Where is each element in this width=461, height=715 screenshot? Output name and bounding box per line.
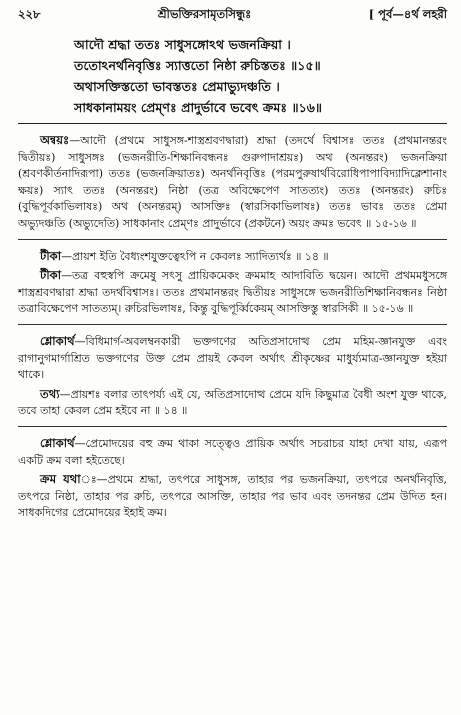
anvaya-text: —আদৌ (প্রথমে সাধুসঙ্গ-শাস্ত্রশ্রবণদ্বারা) শ্রদ্ধা (তদর্থে বিশ্বাসঃ ততঃ (প্রথমানন্তরং দ্বিতীয়ঃ) সাধুসঙ্গঃ (ভজনরীতি-শিক্ষানিবন্ধনঃ গুরুপাদাশ্রয়ঃ) অথ (অনন্তরং) ভজনক্রিয়া (শ্রবণকীর্তনাদিরূপা) ততঃ (ভজনক্রিয়াতঃ) অনর্থনিবৃত্তিঃ (পরমপুরুষার্থবিরোধিপাপাবিদ্যাদিক্লেশানাং ক্ষয়ঃ) স্যাৎ ততঃ (অনন্তরং) নিষ্ঠা (তত্র অবিক্ষেপেণ সাতত্যং) ততঃ (অনন্তরং) রুচিঃ (বুদ্ধিপূর্বকাভিলাষঃ) অথ (অনন্তরম্) আসক্তিঃ (স্বারসিকাভিলাষঃ) ততঃ ভাবঃ ততঃ প্রেমা অভ্যুদঞ্চতি (অভ্যুদেতি) সাধকানাং প্রেম্ণঃ প্রাদুর্ভাবে (প্রকটনে) অয়ং ক্রমঃ ভবেৎ ॥ ১৫-১৬ ॥	[18, 134, 447, 230]
tika-label: টীকা	[40, 248, 62, 263]
tathya-text: —প্রায়শঃ বলার তাৎপর্য্য এই যে, অতিপ্রসাদোত্থ প্রেমে যদি কিছুমাত্র বৈধী অংশ যুক্ত থাকে, তবে তাহা কেবল প্রেম হইবে না ॥ ১৪ ॥	[18, 387, 447, 418]
book-title: শ্রীভক্তিরসামৃতসিন্ধুঃ	[157, 7, 252, 21]
shlokartha-text: —বিধিমার্গ-অবলম্বনকারী ভক্তগণের অতিপ্রসাদোত্থ প্রেম মহিম-জ্ঞানযুক্ত এবং রাগানুগমার্গাশ্রিত ভক্তগণের উক্ত প্রেম প্রায়ই কেবল অর্থাৎ শ্রীকৃষ্ণের মাধুর্য্যমাত্র-জ্ঞানযুক্ত হইয়া থাকে।	[18, 334, 447, 382]
tika-paragraph-2	[18, 267, 447, 318]
divider	[18, 324, 447, 325]
tika-text: —তত্র বহুস্বপি ক্রমেষু সৎসু প্রায়িকমেকং ক্রমমাহ আদাবিতি দ্বয়েন। আদৌ প্রথমমধুসঙ্গে শাস্ত্রশ্রবণদ্বারা শ্রদ্ধা তদর্থবিশ্বাসঃ। ততঃ প্রথমানন্তরং দ্বিতীয়ঃ সাধুসঙ্গে ভজনরীতিশিক্ষানিবন্ধনঃ নিষ্ঠা তত্রাবিক্ষেপেণ সাতত্যম্। রুচিরভিলাষঃ, কিন্তু বুদ্ধিপূর্ব্বিকেয়ম্ আসক্তিস্তু স্বারসিকী ॥ ১৫-১৬ ॥	[18, 269, 447, 316]
page-number: ২২৮	[18, 7, 41, 21]
tika-paragraph-1	[18, 248, 447, 266]
krama-label: ক্রম যথা	[40, 472, 81, 487]
anvaya-paragraph	[18, 132, 447, 233]
tika-label: টীকা	[40, 268, 62, 283]
shlokartha-paragraph-1	[18, 333, 447, 384]
krama-paragraph	[18, 471, 447, 522]
divider	[18, 426, 447, 427]
shlokartha-text: —প্রেমোদয়ের বহু ক্রম থাকা সত্ত্বেও প্রায়িক অর্থাৎ সচরাচর যাহা দেখা যায়, এরূপ একটি ক্রম বলা হইতেছে।	[18, 436, 447, 467]
divider	[18, 123, 447, 124]
krama-text: ঃ—প্রথমে শ্রদ্ধা, তৎপরে সাধুসঙ্গ, তাহার পর ভজনক্রিয়া, তৎপরে অনর্থনিবৃত্তি, তৎপরে নিষ্ঠা, তাহার পর রুচি, তৎপরে আসক্তি, তাহার পর ভাব এবং তদনন্তর প্রেম উদিত হন। সাধকদিগের প্রেমোদয়ের ইহাই ক্রম।	[18, 473, 447, 520]
verse-line: আদৌ শ্রদ্ধা ততঃ সাধুসঙ্গোঽথ ভজনক্রিয়া ।	[74, 37, 291, 52]
tathya-label: তথ্য	[40, 386, 60, 401]
shlokartha-label: শ্লোকার্থ	[40, 435, 75, 450]
shlokartha-label: শ্লোকার্থ	[40, 333, 75, 348]
tathya-paragraph	[18, 386, 447, 420]
section-label: [ পূর্ব—৪র্থ লহরী	[368, 7, 447, 21]
page-header	[18, 6, 447, 24]
verse-line: সাধকানাময়ং প্রেম্ণঃ প্রাদুর্ভাবে ভবেৎ ক্রমঃ ॥১৬॥	[74, 100, 323, 115]
verse-line: ততোঽনর্থনিবৃত্তিঃ স্যাত্ততো নিষ্ঠা রুচিস্ততঃ ॥১৫॥	[74, 58, 321, 73]
tika-text: —প্রায়শ ইতি বৈধ্যংশযুক্তত্বেঽপি ন কেবলঃ স্যাদিত্যর্থঃ ॥ ১৪ ॥	[61, 249, 329, 263]
verse-line: অথাসক্তিস্ততো ভাবস্ততঃ প্রেমাভ্যুদঞ্চতি ।	[74, 79, 280, 94]
shlokartha-paragraph-2	[18, 435, 447, 469]
anvaya-label: অন্বয়ঃ	[40, 133, 70, 147]
divider	[18, 239, 447, 240]
verse-block	[74, 34, 447, 118]
